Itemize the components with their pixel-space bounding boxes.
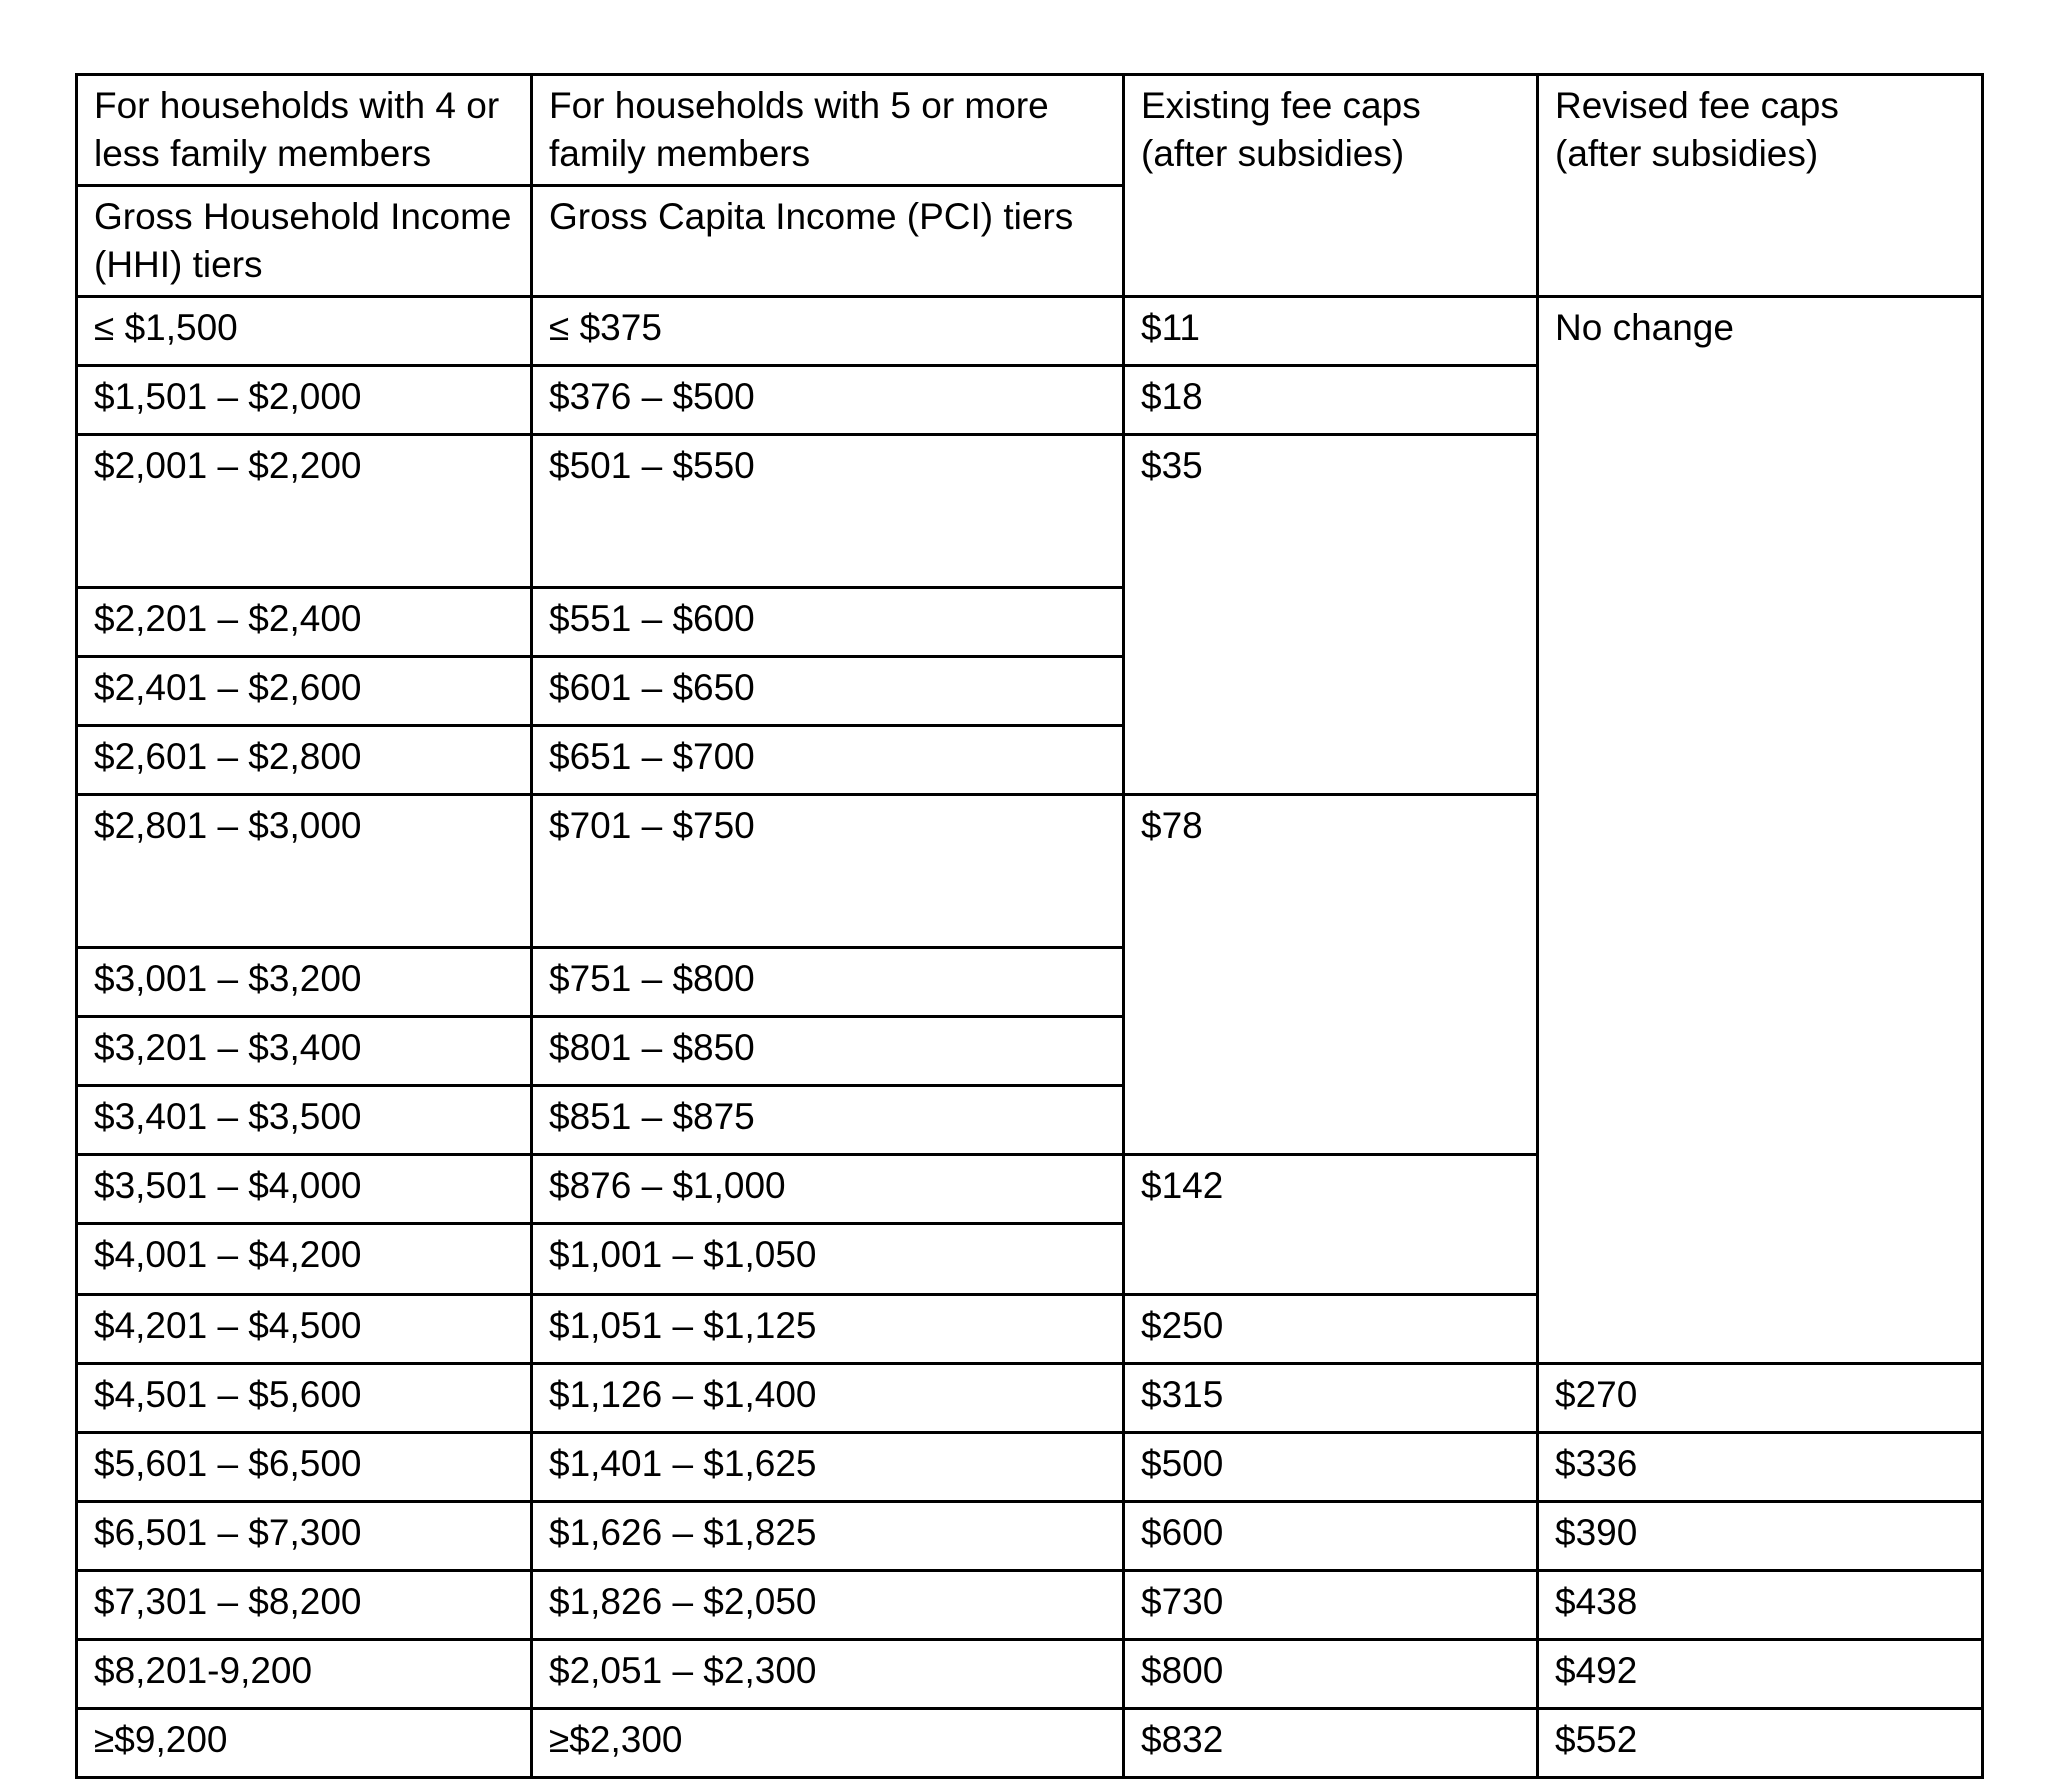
cell-pci bbox=[532, 1709, 1124, 1778]
cell-hhi bbox=[77, 948, 532, 1017]
header-col3-title: Existing fee caps bbox=[1141, 85, 1421, 126]
header-col1-bottom-text: Gross Household Income (HHI) tiers bbox=[94, 196, 512, 286]
cell-existing-text: $800 bbox=[1141, 1650, 1224, 1692]
cell-revised-text: $336 bbox=[1555, 1443, 1638, 1485]
cell-pci bbox=[532, 795, 1124, 948]
cell-pci-text: $876 – $1,000 bbox=[549, 1165, 786, 1207]
cell-pci bbox=[532, 1364, 1124, 1433]
cell-pci-text: $801 – $850 bbox=[549, 1027, 755, 1069]
header-col3-existing-fee-caps bbox=[1124, 75, 1538, 297]
cell-hhi-text: $4,001 – $4,200 bbox=[94, 1234, 362, 1276]
header-col2-bottom-text: Gross Capita Income (PCI) tiers bbox=[549, 196, 1074, 238]
cell-pci bbox=[532, 657, 1124, 726]
cell-hhi bbox=[77, 1709, 532, 1778]
cell-pci bbox=[532, 1295, 1124, 1364]
header-col2-bottom bbox=[532, 186, 1124, 297]
cell-hhi-text: $2,001 – $2,200 bbox=[94, 445, 362, 487]
cell-hhi bbox=[77, 726, 532, 795]
cell-pci bbox=[532, 1433, 1124, 1502]
cell-existing-text: $11 bbox=[1141, 307, 1200, 349]
cell-existing-fee-cap bbox=[1124, 1364, 1538, 1433]
cell-hhi bbox=[77, 1295, 532, 1364]
cell-hhi-text: ≤ $1,500 bbox=[94, 307, 238, 349]
cell-existing-fee-cap bbox=[1124, 1502, 1538, 1571]
cell-existing-fee-cap bbox=[1124, 435, 1538, 795]
cell-no-change-text: No change bbox=[1555, 307, 1734, 349]
cell-revised-fee-cap bbox=[1538, 1433, 1983, 1502]
cell-existing-text: $730 bbox=[1141, 1581, 1224, 1623]
cell-pci bbox=[532, 588, 1124, 657]
cell-hhi-text: $3,401 – $3,500 bbox=[94, 1096, 362, 1138]
cell-hhi-text: $4,501 – $5,600 bbox=[94, 1374, 362, 1416]
cell-revised-fee-cap bbox=[1538, 1640, 1983, 1709]
cell-existing-fee-cap bbox=[1124, 1709, 1538, 1778]
header-col1-bottom bbox=[77, 186, 532, 297]
cell-pci-text: $751 – $800 bbox=[549, 958, 755, 1000]
cell-pci-text: ≥$2,300 bbox=[549, 1719, 683, 1761]
cell-hhi bbox=[77, 1364, 532, 1433]
table-row bbox=[77, 1364, 1983, 1433]
cell-pci bbox=[532, 726, 1124, 795]
cell-hhi bbox=[77, 297, 532, 366]
cell-hhi-text: $3,001 – $3,200 bbox=[94, 958, 362, 1000]
cell-hhi bbox=[77, 435, 532, 588]
cell-pci-text: $1,626 – $1,825 bbox=[549, 1512, 817, 1554]
table-row bbox=[77, 1709, 1983, 1778]
cell-hhi bbox=[77, 588, 532, 657]
cell-pci bbox=[532, 1224, 1124, 1295]
cell-pci-text: $651 – $700 bbox=[549, 736, 755, 778]
header-col1-top-text: For households with 4 or less family members bbox=[94, 85, 500, 175]
cell-existing-fee-cap bbox=[1124, 1295, 1538, 1364]
cell-pci-text: $1,126 – $1,400 bbox=[549, 1374, 817, 1416]
cell-hhi-text: $3,501 – $4,000 bbox=[94, 1165, 362, 1207]
cell-revised-no-change bbox=[1538, 297, 1983, 1364]
cell-existing-text: $250 bbox=[1141, 1305, 1224, 1347]
cell-revised-text: $492 bbox=[1555, 1650, 1638, 1692]
cell-pci-text: $1,401 – $1,625 bbox=[549, 1443, 817, 1485]
cell-pci-text: $1,826 – $2,050 bbox=[549, 1581, 817, 1623]
cell-pci-text: $551 – $600 bbox=[549, 598, 755, 640]
header-col4-revised-fee-caps bbox=[1538, 75, 1983, 297]
cell-existing-fee-cap bbox=[1124, 1640, 1538, 1709]
cell-existing-text: $600 bbox=[1141, 1512, 1224, 1554]
cell-revised-text: $270 bbox=[1555, 1374, 1638, 1416]
cell-pci-text: $376 – $500 bbox=[549, 376, 755, 418]
cell-hhi-text: $2,801 – $3,000 bbox=[94, 805, 362, 847]
cell-hhi bbox=[77, 1433, 532, 1502]
header-col2-top bbox=[532, 75, 1124, 186]
cell-existing-fee-cap bbox=[1124, 795, 1538, 1155]
cell-existing-fee-cap bbox=[1124, 297, 1538, 366]
cell-hhi bbox=[77, 1502, 532, 1571]
cell-existing-text: $35 bbox=[1141, 445, 1203, 487]
cell-existing-text: $832 bbox=[1141, 1719, 1224, 1761]
cell-existing-text: $18 bbox=[1141, 376, 1203, 418]
header-col3-subtitle: (after subsidies) bbox=[1141, 133, 1405, 175]
cell-hhi-text: $4,201 – $4,500 bbox=[94, 1305, 362, 1347]
cell-existing-text: $315 bbox=[1141, 1374, 1224, 1416]
header-col1-top bbox=[77, 75, 532, 186]
cell-hhi bbox=[77, 1155, 532, 1224]
cell-pci bbox=[532, 1017, 1124, 1086]
cell-pci-text: ≤ $375 bbox=[549, 307, 662, 349]
cell-revised-fee-cap bbox=[1538, 1364, 1983, 1433]
cell-hhi-text: $8,201-9,200 bbox=[94, 1650, 313, 1692]
cell-hhi bbox=[77, 1086, 532, 1155]
fee-caps-table bbox=[75, 73, 1984, 1779]
cell-existing-text: $500 bbox=[1141, 1443, 1224, 1485]
header-col4-subtitle: (after subsidies) bbox=[1555, 133, 1819, 175]
cell-hhi-text: $6,501 – $7,300 bbox=[94, 1512, 362, 1554]
cell-revised-fee-cap bbox=[1538, 1571, 1983, 1640]
table-row bbox=[77, 1433, 1983, 1502]
cell-pci bbox=[532, 1640, 1124, 1709]
cell-hhi-text: $2,601 – $2,800 bbox=[94, 736, 362, 778]
cell-revised-text: $552 bbox=[1555, 1719, 1638, 1761]
cell-hhi bbox=[77, 1640, 532, 1709]
cell-pci-text: $1,001 – $1,050 bbox=[549, 1234, 817, 1276]
cell-pci-text: $501 – $550 bbox=[549, 445, 755, 487]
cell-existing-text: $78 bbox=[1141, 805, 1203, 847]
cell-pci bbox=[532, 1502, 1124, 1571]
cell-revised-fee-cap bbox=[1538, 1502, 1983, 1571]
cell-hhi bbox=[77, 1224, 532, 1295]
cell-pci bbox=[532, 1086, 1124, 1155]
cell-pci-text: $601 – $650 bbox=[549, 667, 755, 709]
cell-hhi-text: $2,201 – $2,400 bbox=[94, 598, 362, 640]
cell-pci-text: $1,051 – $1,125 bbox=[549, 1305, 817, 1347]
cell-existing-fee-cap bbox=[1124, 366, 1538, 435]
cell-pci bbox=[532, 1155, 1124, 1224]
cell-revised-fee-cap bbox=[1538, 1709, 1983, 1778]
cell-pci-text: $701 – $750 bbox=[549, 805, 755, 847]
cell-hhi-text: $3,201 – $3,400 bbox=[94, 1027, 362, 1069]
table-row bbox=[77, 1502, 1983, 1571]
cell-hhi-text: $2,401 – $2,600 bbox=[94, 667, 362, 709]
cell-hhi bbox=[77, 657, 532, 726]
cell-pci-text: $851 – $875 bbox=[549, 1096, 755, 1138]
cell-hhi bbox=[77, 1017, 532, 1086]
cell-pci bbox=[532, 366, 1124, 435]
table-row bbox=[77, 1640, 1983, 1709]
header-col2-top-text: For households with 5 or more family members bbox=[549, 85, 1049, 175]
cell-existing-fee-cap bbox=[1124, 1571, 1538, 1640]
cell-revised-text: $438 bbox=[1555, 1581, 1638, 1623]
cell-hhi-text: $1,501 – $2,000 bbox=[94, 376, 362, 418]
table-row bbox=[77, 297, 1983, 366]
table-row bbox=[77, 1571, 1983, 1640]
cell-existing-fee-cap bbox=[1124, 1155, 1538, 1295]
cell-hhi-text: $5,601 – $6,500 bbox=[94, 1443, 362, 1485]
cell-existing-text: $142 bbox=[1141, 1165, 1224, 1207]
cell-pci bbox=[532, 435, 1124, 588]
header-col4-title: Revised fee caps bbox=[1555, 85, 1839, 126]
cell-hhi-text: ≥$9,200 bbox=[94, 1719, 228, 1761]
cell-revised-text: $390 bbox=[1555, 1512, 1638, 1554]
cell-hhi bbox=[77, 1571, 532, 1640]
cell-pci bbox=[532, 1571, 1124, 1640]
cell-hhi bbox=[77, 366, 532, 435]
cell-pci bbox=[532, 948, 1124, 1017]
table-header-row-top bbox=[77, 75, 1983, 186]
cell-pci-text: $2,051 – $2,300 bbox=[549, 1650, 817, 1692]
cell-existing-fee-cap bbox=[1124, 1433, 1538, 1502]
cell-hhi bbox=[77, 795, 532, 948]
cell-hhi-text: $7,301 – $8,200 bbox=[94, 1581, 362, 1623]
cell-pci bbox=[532, 297, 1124, 366]
